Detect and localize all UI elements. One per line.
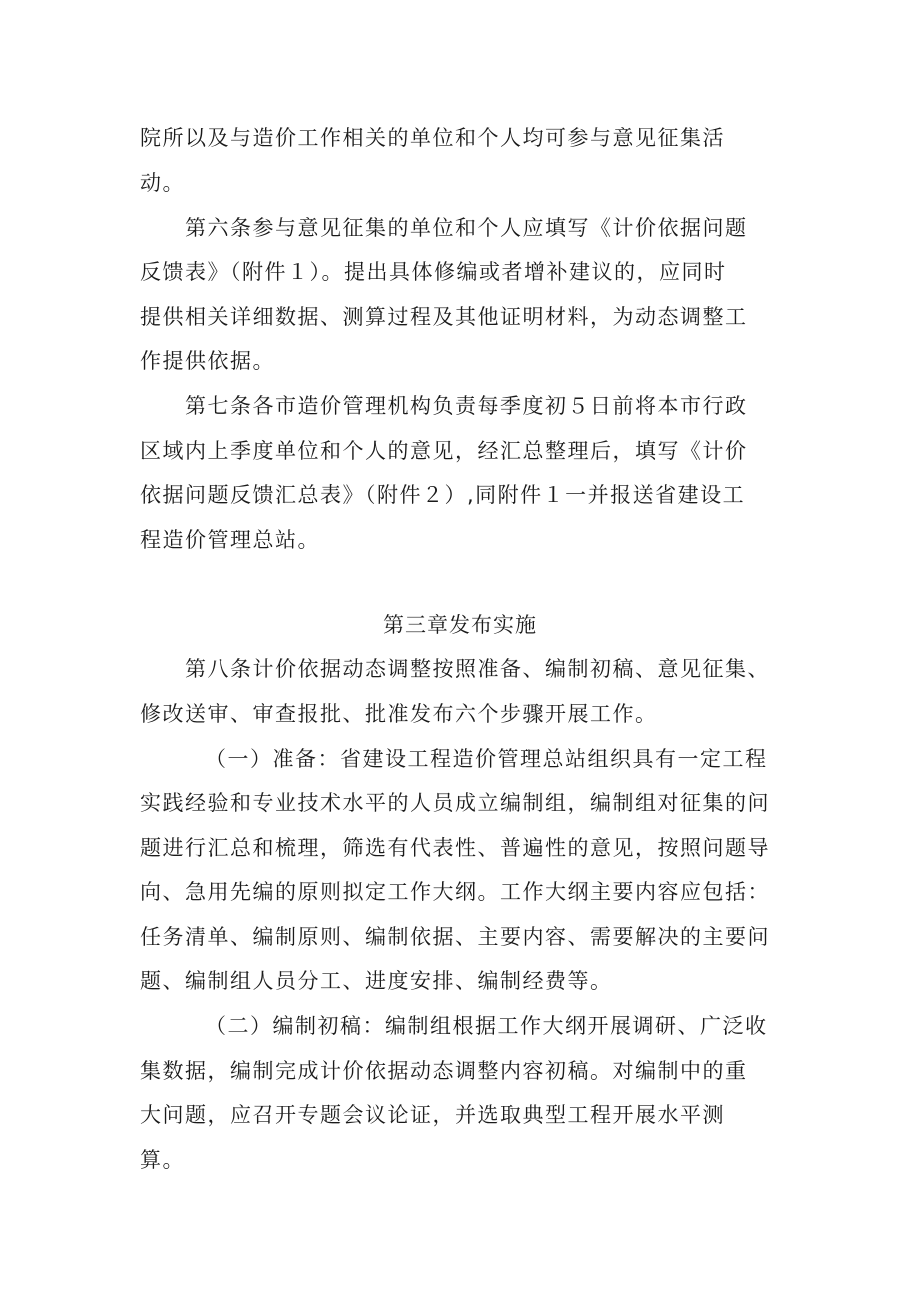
article-7-line-3: 依据问题反馈汇总表》（附件２）,同附件１一并报送省建设工 <box>140 483 746 507</box>
item-2-line-3: 大问题，应召开专题会议论证，并选取典型工程开展水平测 <box>140 1103 725 1127</box>
paragraph-1-line-1: 院所以及与造价工作相关的单位和个人均可参与意见征集活 <box>140 126 725 150</box>
item-1-line-1: （一）准备：省建设工程造价管理总站组织具有一定工程 <box>205 747 768 771</box>
article-8-line-1: 第八条计价依据动态调整按照准备、编制初稿、意见征集、 <box>185 657 770 681</box>
item-1-line-3: 题进行汇总和梳理，筛选有代表性、普遍性的意见，按照问题导 <box>140 836 770 860</box>
item-1-line-5: 任务清单、编制原则、编制依据、主要内容、需要解决的主要问 <box>140 925 770 949</box>
article-6-line-2: 反馈表》（附件１）。提出具体修编或者增补建议的，应同时 <box>140 260 727 284</box>
article-6-line-1: 第六条参与意见征集的单位和个人应填写《计价依据问题 <box>185 216 748 240</box>
article-6-line-4: 作提供依据。 <box>140 349 275 373</box>
item-1-line-2: 实践经验和专业技术水平的人员成立编制组，编制组对征集的问 <box>140 791 770 815</box>
item-2-line-2: 集数据，编制完成计价依据动态调整内容初稿。对编制中的重 <box>140 1059 748 1083</box>
chapter-title: 第三章发布实施 <box>383 613 537 637</box>
item-1-line-4: 向、急用先编的原则拟定工作大纲。工作大纲主要内容应包括： <box>140 880 770 904</box>
item-2-line-1: （二）编制初稿：编制组根据工作大纲开展调研、广泛收 <box>205 1014 768 1038</box>
article-7-line-4: 程造价管理总站。 <box>140 528 320 552</box>
article-7-line-2: 区域内上季度单位和个人的意见，经汇总整理后，填写《计价 <box>140 439 748 463</box>
paragraph-1-line-2: 动。 <box>140 171 185 195</box>
article-6-line-3: 提供相关详细数据、测算过程及其他证明材料，为动态调整工 <box>140 305 748 329</box>
item-2-line-4: 算。 <box>140 1148 185 1172</box>
article-8-line-2: 修改送审、审查报批、批准发布六个步骤开展工作。 <box>140 702 658 726</box>
article-7-line-1: 第七条各市造价管理机构负责每季度初５日前将本市行政 <box>185 394 748 418</box>
item-1-line-6: 题、编制组人员分工、进度安排、编制经费等。 <box>140 969 613 993</box>
